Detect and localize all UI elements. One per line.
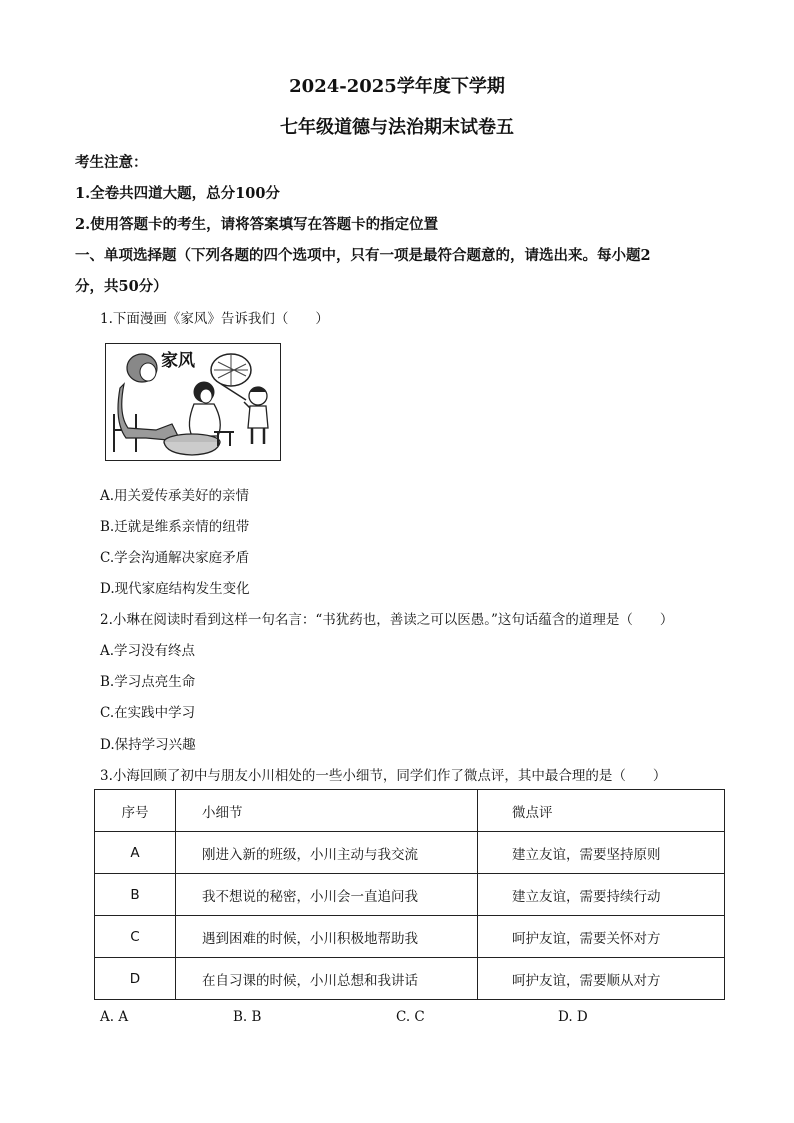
q3-answer-a: A. A: [100, 1009, 129, 1025]
q2-option-a: A.学习没有终点: [100, 643, 196, 659]
table-header-cell: 小细节: [176, 790, 478, 832]
q3-answer-c: C. C: [396, 1009, 425, 1025]
table-header-cell: 序号: [95, 790, 176, 832]
q1-option-a: A.用关爱传承美好的亲情: [100, 488, 250, 504]
table-cell: B: [95, 874, 176, 916]
q1-option-d: D.现代家庭结构发生变化: [100, 581, 250, 597]
table-cell: 建立友谊，需要持续行动: [478, 874, 725, 916]
notice-heading: 考生注意：: [75, 154, 148, 171]
q2-option-d: D.保持学习兴趣: [100, 737, 196, 753]
section-1-heading-cont: 分，共50分）: [75, 278, 168, 295]
q3-answer-d: D. D: [558, 1009, 588, 1025]
q3-answer-b: B. B: [233, 1009, 262, 1025]
table-header-row: [95, 790, 725, 832]
table-cell: C: [95, 916, 176, 958]
q2-option-c: C.在实践中学习: [100, 705, 196, 721]
exam-title-subject: 七年级道德与法治期末试卷五: [280, 117, 514, 138]
exam-title-year: 2024-2025学年度下学期: [289, 76, 505, 97]
table-cell: 刚进入新的班级，小川主动与我交流: [176, 832, 478, 874]
q3-table: [94, 789, 725, 1000]
comic-caption: 家风: [161, 351, 195, 371]
comic-image-family-tradition: [105, 343, 281, 461]
notice-item-1: 1.全卷共四道大题，总分100分: [75, 185, 280, 202]
q3-stem: 3.小海回顾了初中与朋友小川相处的一些小细节，同学们作了微点评，其中最合理的是（ ）: [100, 768, 667, 784]
q1-option-c: C.学会沟通解决家庭矛盾: [100, 550, 250, 566]
q2-option-b: B.学习点亮生命: [100, 674, 196, 690]
table-cell: 在自习课的时候，小川总想和我讲话: [176, 958, 478, 1000]
comic-illustration: [106, 344, 279, 459]
q2-stem: 2.小琳在阅读时看到这样一句名言：“书犹药也，善读之可以医愚。”这句话蕴含的道理是（ ）: [100, 612, 674, 628]
q1-option-b: B.迁就是维系亲情的纽带: [100, 519, 250, 535]
table-cell: A: [95, 832, 176, 874]
table-row: [95, 874, 725, 916]
section-1-heading: 一、单项选择题（下列各题的四个选项中，只有一项是最符合题意的，请选出来。每小题2: [75, 247, 651, 264]
table-cell: 建立友谊，需要坚持原则: [478, 832, 725, 874]
table-cell: 呵护友谊，需要顺从对方: [478, 958, 725, 1000]
table-row: [95, 916, 725, 958]
table-cell: 呵护友谊，需要关怀对方: [478, 916, 725, 958]
q1-stem: 1.下面漫画《家风》告诉我们（ ）: [100, 311, 329, 327]
table-cell: D: [95, 958, 176, 1000]
table-cell: 遇到困难的时候，小川积极地帮助我: [176, 916, 478, 958]
table-header-cell: 微点评: [478, 790, 725, 832]
table-row: [95, 958, 725, 1000]
table-row: [95, 832, 725, 874]
table-cell: 我不想说的秘密，小川会一直追问我: [176, 874, 478, 916]
notice-item-2: 2.使用答题卡的考生，请将答案填写在答题卡的指定位置: [75, 216, 439, 233]
